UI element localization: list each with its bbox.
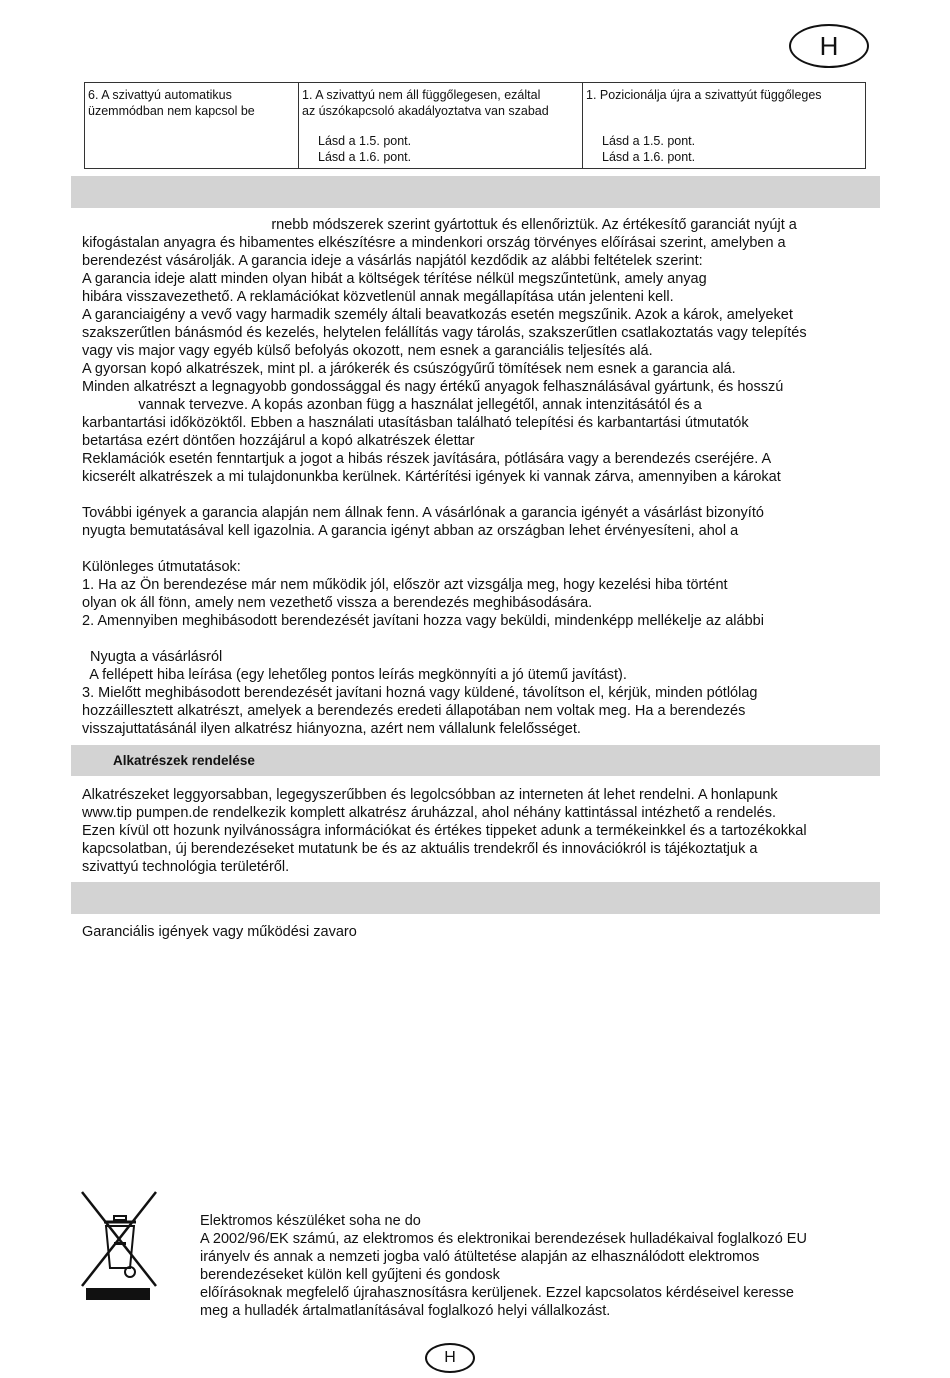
parts-heading: Alkatrészek rendelése [113,753,255,768]
disposal-text: Elektromos készüléket soha ne do A 2002/96/EK számú, az elektromos és elektronikai berendezések hulladékaival foglalkozó EU irányelv és annak a nemzeti jogba való átültetése alapján az elhasználódott elektromos berendezéseket külön kell gyűjteni és gondosk előírásoknak megfelelő újrahasznosításra kerüljenek. Ezzel kapcsolatos kérdéseivel keresse meg a hulladék ártalmatlanításával foglalkozó helyi vállalkozást. [200,1213,807,1319]
parts-section-bar [71,745,880,776]
remedy-reference: Lásd a 1.6. pont. [602,150,696,164]
crossed-out-wheelie-bin-icon [80,1190,160,1305]
table-row [85,83,866,169]
cause-reference: Lásd a 1.6. pont. [318,150,412,164]
parts-text: Alkatrészeket leggyorsabban, legegyszerűbben és legolcsóbban az interneten át lehet rendelni. A honlapunk www.tip pumpen.de rendelkezik komplett alkatrész áruházzal, ahol néhány kattintással intézhető a rendelés. Ezen kívül ott hozunk nyilvánosságra információkat és értékes tippeket adunk a termékeinkkel és a tartozékokkal kapcsolatban, új berendezéseket mutatunk be és az aktuális trendekről és innovációkról is tájékoztatjuk a szivattyú technológia területéről. [82,787,807,875]
warranty-text: rnebb módszerek szerint gyártottuk és ellenőriztük. Az értékesítő garanciát nyújt a kifogástalan anyagra és hibamentes elkészítésre a mindenkori ország törvényes előírásai szerint, amelyben a berendezést vásárolják. A garancia ideje a vásárlás napjától kezdődik az alábbi feltételek szerint: A garancia ideje alatt minden olyan hibát a költségek térítése nélkül megszűntetünk, amely anyag hibára visszavezethető. A reklamációkat közvetlenül annak megállapítása után jelenteni kell. A garanciaigény a vevő vagy harmadik személy általi beavatkozás esetén megszűnik. Azok a károk, amelyeket szakszerűtlen bánásmód és kezelés, helytelen felállítás vagy tárolás, szakszerűtlen csatlakoztatás vagy telepítés vagy vis major vagy egyéb külső befolyás okozott, nem esnek a garanciális teljesítés alá. A gyorsan kopó alkatrészek, mint pl. a járókerék és csúszógyűrű tömítések nem esnek a garancia alá. Minden alkatrészt a legnagyobb gondossággal és nagy értékű anyagok felhasználásával gyártunk, és hosszú vannak tervezve. A kopás azonban függ a használat jellegétől, annak intenzitásától és a karbantartási időközöktől. Ebben a használati utasításban található telepítési és karbantartási útmutatók betartása ezért döntően hozzájárul a kopó alkatrészek élettar Reklamációk esetén fenntartjuk a jogot a hibás részek javítására, pótlására vagy a berendezés cseréjére. A kicserélt alkatrészek a mi tulajdonunkba kerülnek. Kártérítési igények ki vannak zárva, amennyiben a károkat További igények a garancia alapján nem állnak fenn. A vásárlónak a garancia igényét a vásárlást bizonyító nyugta bemutatásával kell igazolnia. A garancia igényt abban az országban lehet érvényesíteni, ahol a Különleges útmutatások: 1. Ha az Ön berendezése már nem működik jól, először azt vizsgálja meg, hogy kezelési hiba történt olyan ok áll fönn, amely nem vezethető vissza a berendezés meghibásodására. 2. Amennyiben meghibásodott berendezését javítani hozza vagy beküldi, mindenképp mellékelje az alábbi Nyugta a vásárlásról A fellépett hiba leírása (egy lehetőleg pontos leírás megkönnyíti a jó ütemű javítást). 3. Mielőtt meghibásodott berendezését javítani hozná vagy küldené, távolítson el, kérjük, minden pótlólag hozzáillesztett alkatrészt, amelyek a berendezés eredeti állapotában nem voltak meg. Ha a berendezés visszajuttatásánál ilyen alkatrész hiányozna, azért nem vállalunk felelősséget. [82,217,807,737]
problem-text: 6. A szivattyú automatikus üzemmódban nem kapcsol be [88,88,255,118]
warranty-section-bar [71,176,880,208]
remedy-cell [583,83,866,169]
problem-cell [85,83,299,169]
remedy-reference: Lásd a 1.5. pont. [602,134,696,148]
page-language-badge: H [789,24,869,68]
remedy-text: 1. Pozicionálja újra a szivattyút függőleges [586,88,822,102]
claims-section-bar [71,882,880,914]
cause-cell [299,83,583,169]
cause-text: 1. A szivattyú nem áll függőlegesen, ezáltal az úszókapcsoló akadályoztatva van szabad [302,88,549,118]
troubleshooting-table [84,82,866,169]
cause-reference: Lásd a 1.5. pont. [318,134,412,148]
claims-text: Garanciális igények vagy működési zavaro [82,924,357,940]
page-footer-badge: H [425,1343,475,1373]
